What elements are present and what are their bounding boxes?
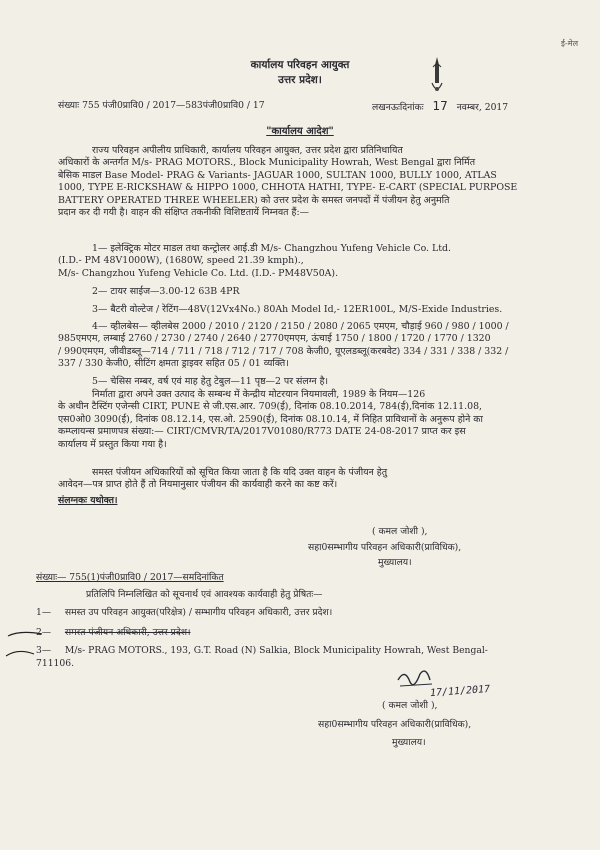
office-state: उत्तर प्रदेश।	[278, 74, 322, 86]
specifications	[58, 243, 558, 388]
pen-mark-icon	[0, 622, 60, 662]
copy-reference-number: संख्याः— 755(1)पंजी0प्रावि0 / 2017—समदिनांकित	[36, 572, 224, 583]
spec-line: 337 / 330 केजी0, सीटिंग क्षमता ड्राइवर सहित 05 / 01 व्यक्ति।	[58, 358, 289, 370]
date-day: 17	[432, 99, 448, 113]
spec-line: M/s- Changzhou Yufeng Vehicle Co. Ltd. (I.D.- PM48V50A).	[58, 267, 339, 279]
signatory-name-2: ( कमल जोशी ),	[382, 700, 438, 711]
signatory-designation: सहा0सम्भागीय परिवहन अधिकारी(प्राविधिक),	[308, 542, 462, 553]
paragraph-line: राज्य परिवहन अपीलीय प्राधिकारी, कार्यालय परिवहन आयुक्त, उत्तर प्रदेश द्वारा प्रतिनिधायित	[92, 145, 403, 156]
paragraph-line: प्रदान कर दी गयी है। वाहन की संक्षिप्त तकनीकी विशिष्टतायें निम्नवत हैं:—	[58, 207, 310, 219]
recipient-item	[36, 607, 332, 619]
order-title: "कार्यालय आदेश"	[266, 126, 334, 137]
recipient-continuation: 711106.	[36, 658, 74, 669]
compliance-line: निर्माता द्वारा अपने उक्त उत्पाद के सम्बन्ध में केन्द्रीय मोटरयान नियमावली, 1989 के नियम—126	[92, 389, 426, 400]
email-mark: ई-मेल	[560, 39, 578, 48]
date-rest: नवम्बर, 2017	[456, 102, 509, 113]
compliance-paragraph	[58, 389, 558, 451]
recipient-number: 2—	[36, 627, 52, 638]
spec-line: / 990एमएम, जीवीडब्लू—714 / 711 / 718 / 712 / 717 / 708 केजी0, यूएलडब्लू(करबवेट) 334 / 331 / 338 / 332 /	[58, 345, 509, 357]
spec-line: 985एमएम, लम्बाई 2760 / 2730 / 2740 / 2640 / 2770एमएम, ऊंचाई 1750 / 1800 / 1720 / 1770 / 1320	[58, 333, 491, 345]
copy-intro: प्रतिलिपि निम्नलिखित को सूचनार्थ एवं आवश्यक कार्यवाही हेतु प्रेषितः—	[86, 589, 323, 600]
notice-paragraph	[58, 467, 558, 492]
compliance-line: के अधीन टैस्टिंग एजेन्सी CIRT, PUNE से जी.एस.आर. 709(ई), दिनांक 08.10.2014, 784(ई),दिनांक 12.11.08,	[58, 401, 483, 413]
office-name: कार्यालय परिवहन आयुक्त	[250, 59, 350, 71]
notice-line: आवेदन—पत्र प्राप्त होते हैं तो नियमानुसार पंजीयन की कार्यवाही करने का कष्ट करें।	[58, 479, 338, 491]
compliance-line: कार्यालय में प्रस्तुत किया गया है।	[58, 438, 167, 450]
date-prefix: लखनऊःदिनांकः	[372, 102, 424, 113]
reference-number: संख्याः 755 पंजी0प्रावि0 / 2017—583पंजी0प्रावि0 / 17	[58, 100, 265, 111]
paragraph-line: 1000, TYPE E-RICKSHAW & HIPPO 1000, CHHOTA HATHI, TYPE- E-CART (SPECIAL PURPOSE	[58, 182, 518, 194]
date-line	[372, 100, 508, 114]
recipient-text: समस्त उप परिवहन आयुक्त(परिक्षेत्र) / सम्भागीय परिवहन अधिकारी, उत्तर प्रदेश।	[64, 607, 333, 618]
spec-line: 4— व्हीलबेस— व्हीलबेस 2000 / 2010 / 2120 / 2150 / 2080 / 2065 एमएम, चौड़ाई 960 / 980 / 1000 /	[92, 321, 509, 333]
spec-line: 1— इलेक्ट्रिक मोटर माडल तथा कन्ट्रोलर आई.डी M/s- Changzhou Yufeng Vehicle Co. Ltd.	[92, 243, 451, 254]
notice-line: समस्त पंजीयन अधिकारियों को सूचित किया जाता है कि यदि उक्त वाहन के पंजीयन हेतु	[92, 467, 388, 478]
signatory-place: मुख्यालय।	[378, 557, 412, 568]
recipient-number: 3—	[36, 645, 52, 656]
compliance-line: कम्प्लायन्स प्रमाणपत्र संख्या:— CIRT/CMVR/TA/2017V01080/R773 DATE 24-08-2017 प्राप्त कर इस	[58, 426, 466, 438]
signatory-place-2: मुख्यालय।	[392, 737, 426, 748]
recipient-text: समस्त पंजीयन अधिकारी, उत्तर प्रदेश।	[64, 627, 191, 638]
paragraph-line: अधिकारों के अन्तर्गत M/s- PRAG MOTORS., Block Municipality Howrah, West Bengal द्वारा निर्मित	[58, 157, 476, 169]
recipient-item	[36, 645, 488, 657]
spec-line: 2— टायर साईज—3.00-12 63B 4PR	[92, 286, 240, 298]
enclosure-note: संलग्नकः यथोक्त।	[58, 495, 118, 506]
spec-line: (I.D.- PM 48V1000W), (1680W, speed 21.39 kmph).,	[58, 255, 304, 267]
compliance-line: एस0ओ0 3090(ई), दिनांक 08.12.14, एस.ओ. 2590(ई), दिनांक 08.10.14, में निहित प्राविधानों के अनुरूप होने का	[58, 413, 483, 425]
spec-line: 3— बैटरी वोल्टेज / रेटिंग—48V(12Vx4No.) 80Ah Model Id,- 12ER100L, M/S-Exide Industries.	[92, 303, 503, 315]
recipient-text: M/s- PRAG MOTORS., 193, G.T. Road (N) Salkia, Block Municipality Howrah, West Bengal-	[64, 645, 488, 656]
handwritten-date: 17/11/2017	[429, 683, 491, 700]
paragraph-line: BATTERY OPERATED THREE WHEELER) को उत्तर प्रदेश के समस्त जनपदों में पंजीयन हेतु अनुमति	[58, 194, 450, 206]
recipient-number: 1—	[36, 607, 52, 618]
paragraph-line: बेसिक माडल Base Model- PRAG & Variants- JAGUAR 1000, SULTAN 1000, BULLY 1000, ATLAS	[58, 169, 497, 181]
spec-line: 5— चेसिस नम्बर, वर्ष एवं माह हेतु टेबुल—11 पृष्ठ—2 पर संलग्न है।	[92, 375, 329, 387]
order-paragraph	[58, 145, 558, 219]
signatory-designation-2: सहा0सम्भागीय परिवहन अधिकारी(प्राविधिक),	[318, 719, 472, 730]
signatory-name: ( कमल जोशी ),	[372, 526, 428, 537]
